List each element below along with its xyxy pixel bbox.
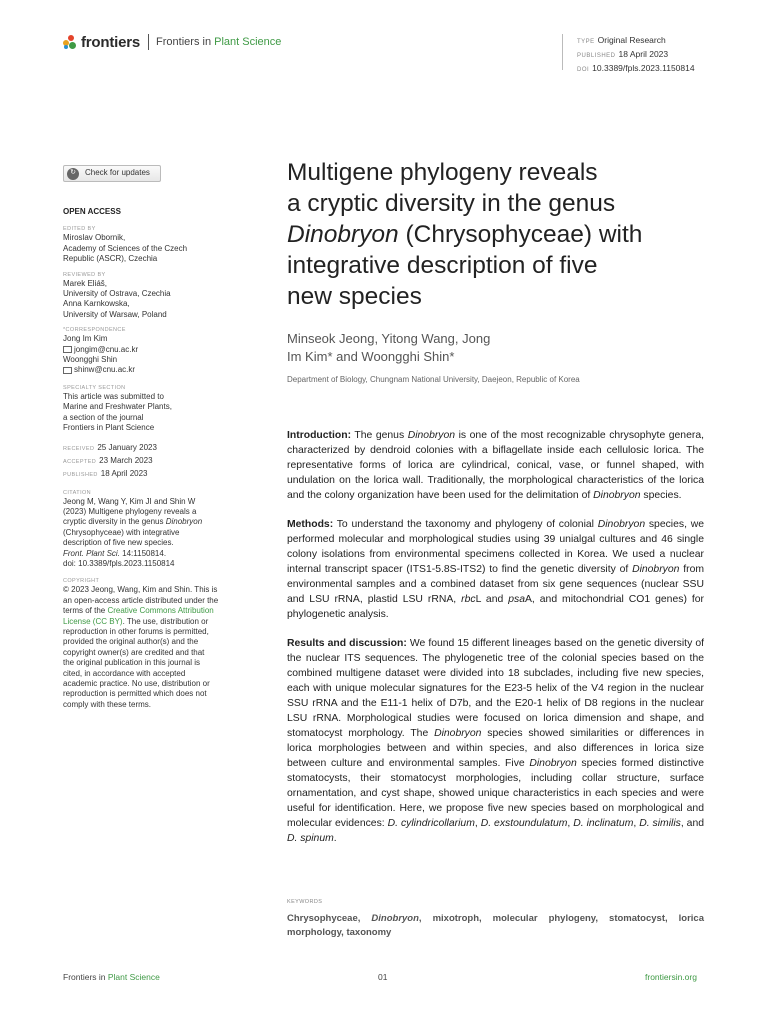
mail-icon [63,346,72,353]
specialty-section-label: SPECIALTY SECTION [63,384,126,391]
journal-name[interactable]: Frontiers in Plant Science [156,36,282,48]
logo-divider [148,34,149,50]
logo-text: frontiers [81,33,141,51]
abstract-introduction: Introduction: The genus Dinobryon is one of the most recognizable chrysophyte genera, characterized by dendroid colonies with a biflagellate inside each cellulosic lorica. The representative forms of lorica are cylindrical, conical, vase, or funnel shaped, with undulation on the lorica wall. Traditionally, the morphological characteristics of the lorica and the colony organization have been used for the delimitation of Dinobryon species. [287,430,704,501]
copyright-text: © 2023 Jeong, Wang, Kim and Shin. This is an open-access article distributed under the terms of the Creative Commons Attribution License (CC BY). The use, distribution or reproduction in other forums is permitted, provided the original author(s) and the copyright owner(s) are credited and that the original publication in this journal is cited, in accordance with accepted academic practice. No use, distribution or reproduction is permitted which does not comply with these terms. [63,585,219,709]
frontiers-logo[interactable] [63,33,281,51]
footer-journal: Frontiers in Plant Science [63,972,160,982]
refresh-icon: ↻ [67,168,79,180]
abstract-methods: Methods: To understand the taxonomy and phylogeny of colonial Dinobryon species, we performed molecular and morphological studies using 39 unialgal cultures and 46 single colony isolations from environmental specimens collected in Korea. We used a nuclear internal transcript spacer (ITS1-5.8S-ITS2) to find the genetic diversity of Dinobryon from environmental samples and a combined dataset from six gene sequences (nuclear SSU and LSU rRNA, plastid LSU rRNA, rbcL and psaA, and mitochondrial CO1 genes) for phylogenetic analysis. [287,519,705,620]
license-link[interactable]: License (CC BY) [63,616,123,626]
check-updates-button[interactable] [63,165,161,182]
author-list: Minseok Jeong, Yitong Wang, Jong Im Kim* and Woongghi Shin* [287,331,491,364]
specialty-info: This article was submitted to Marine and Freshwater Plants, a section of the journal Frontiers in Plant Science [63,391,172,433]
correspondence-info: Jong Im Kim jongim@cnu.ac.kr Woongghi Shin shinw@cnu.ac.kr [63,334,139,375]
abstract [287,428,704,860]
meta-type: TYPE Original Research [577,35,666,45]
sidebar [63,165,243,710]
meta-published: PUBLISHED 18 April 2023 [577,49,669,59]
edited-by-label: EDITED BY [63,226,96,233]
frontiers-logo-icon [63,34,77,50]
keywords: Chrysophyceae, Dinobryon, mixotroph, molecular phylogeny, stomatocyst, lorica morphology, taxonomy [287,913,704,938]
reviewer-info: Marek Eliáš, University of Ostrava, Czechia Anna Karnkowska, University of Warsaw, Poland [63,278,171,319]
article-title: Multigene phylogeny reveals a cryptic diversity in the genus Dinobryon (Chrysophyceae) with integrative description of five new species [287,159,643,310]
reviewed-by-label: REVIEWED BY [63,271,106,278]
meta-doi[interactable]: DOI 10.3389/fpls.2023.1150814 [577,63,695,73]
citation-text: Jeong M, Wang Y, Kim JI and Shin W (2023) Multigene phylogeny reveals a cryptic diversity in the genus Dinobryon (Chrysophyceae) with integrative description of five new species. Front. Plant Sci. 14:1150814. doi: 10.3389/fpls.2023.1150814 [63,496,203,568]
footer-website-link[interactable]: frontiersin.org [645,972,697,982]
check-updates-label: Check for updates [85,168,150,178]
article-dates: RECEIVED 25 January 2023 ACCEPTED 23 March 2023 PUBLISHED 18 April 2023 [63,442,157,478]
abstract-results: Results and discussion: We found 15 different lineages based on the genetic diversity of the nuclear ITS sequences. The phylogenetic tree of the colonial species based on the combined multigene dataset were divided into 18 subclades, including five new species, each with unique molecular signatures for the E23-5 helix of the V4 region in the nuclear SSU rRNA and the E11-1 helix of D7b, and the E20-1 helix of D8 regions in the nuclear LSU rRNA. Morphological studies were focused on lorica dimension and shape, and stomatocyst morphology. The Dinobryon species showed similarities or differences in lorica morphologies between and within species, and also differences in lorica size between culture and environmental samples. Five Dinobryon species formed distinctive stomatocysts, their stomatocyst morphologies, including collar structure, surface ornamentation, and cyst shape, showed unique characteristics in each species and were useful for identification. Here, we propose five new species based on morphological and molecular evidences: D. cylindricollarium, D. exstoundulatum, D. inclinatum, D. similis, and D. spinum. [287,638,705,844]
mail-icon [63,367,72,374]
citation-label: CITATION [63,489,92,496]
correspondence-label: *CORRESPONDENCE [63,327,126,334]
page-number: 01 [378,972,388,982]
editor-info: Miroslav Obornik, Academy of Sciences of the Czech Republic (ASCR), Czechia [63,233,188,264]
article-meta [562,34,695,73]
email-link[interactable]: jongim@cnu.ac.kr [74,344,139,354]
license-link[interactable]: Creative Commons Attribution [107,606,214,616]
email-link[interactable]: shinw@cnu.ac.kr [74,365,136,375]
keywords-label: KEYWORDS [287,899,323,905]
open-access-label: OPEN ACCESS [63,207,121,216]
affiliation: Department of Biology, Chungnam National University, Daejeon, Republic of Korea [287,375,580,384]
copyright-label: COPYRIGHT [63,578,100,585]
